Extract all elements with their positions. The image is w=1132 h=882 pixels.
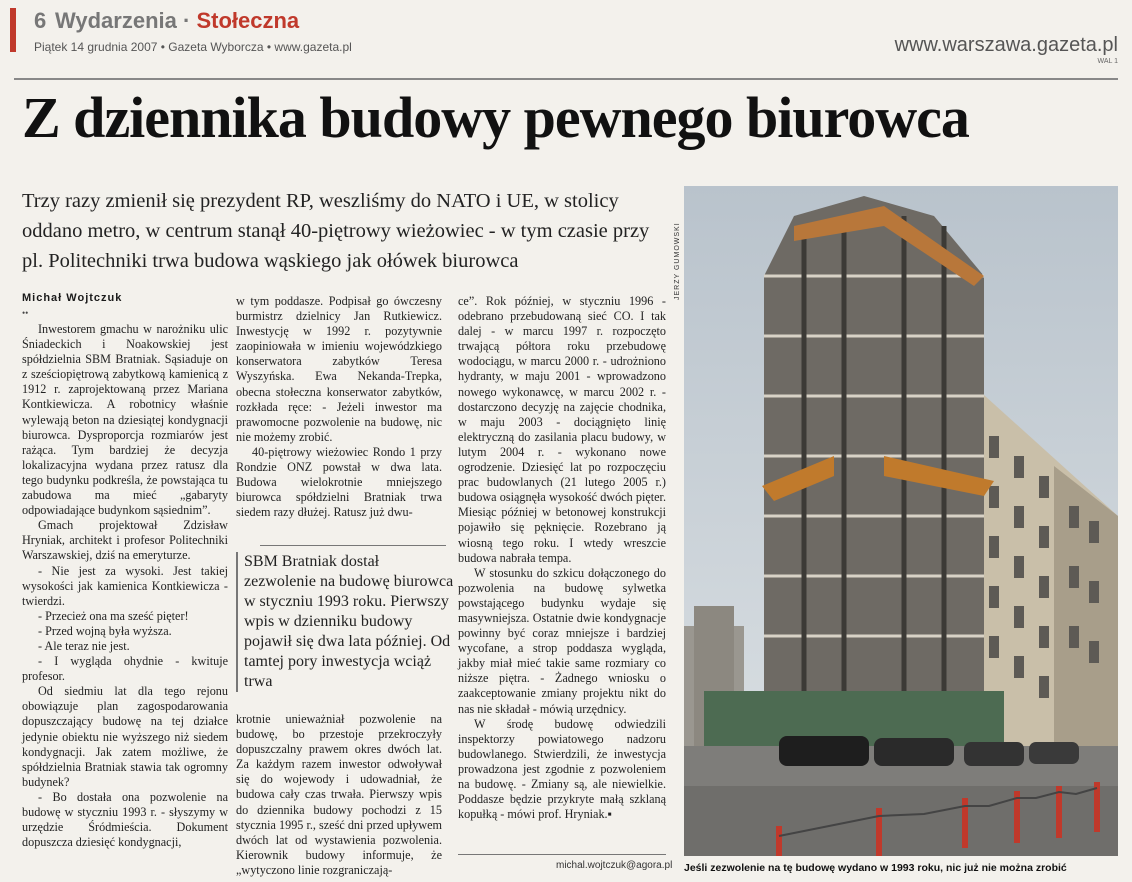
pull-quote: SBM Bratniak dostał zezwolenie na budowę biurowca w styczniu 1993 roku. Pierwszy wpis w dzienniku budowy pojawił się dwa lata później. Od tamtej pory inwestycja wciąż trwa — [236, 552, 454, 692]
byline-dots: •• — [22, 308, 29, 318]
paragraph: - Nie jest za wysoki. Jest takiej wysokości jak kamienica Kontkiewicza - twierdzi. — [22, 563, 228, 608]
article-column-2 — [236, 294, 442, 520]
paragraph: - Przed wojną była wyższa. — [38, 623, 172, 638]
section-separator: · — [182, 8, 191, 33]
site-url[interactable]: www.warszawa.gazeta.pl — [894, 34, 1118, 56]
article-column-3 — [458, 294, 666, 822]
date-line: Piątek 14 grudnia 2007 • Gazeta Wyborcza • www.gazeta.pl — [34, 40, 352, 54]
article-headline: Z dziennika budowy pewnego biurowca — [22, 85, 969, 150]
article-byline: Michał Wojtczuk — [22, 292, 123, 304]
author-email[interactable]: michal.wojtczuk@agora.pl — [556, 860, 673, 871]
paragraph: w tym poddasze. Podpisał go ówczesny burmistrz dzielnicy Jan Rutkiewicz. Inwestycję w 1992 r. pozytywnie zaopiniowała w imieniu wojewódzkiego konserwatora zabytków Teresa Wyszyńska. Ewa Nekanda-Trepka, obecna stołeczna konserwator zabytków, rozkłada ręce: - Jeżeli inwestor ma prawomocne pozwolenie na budowę, nic nie możemy zrobić. — [236, 294, 442, 444]
paragraph: - Bo dostała ona pozwolenie na budowę w styczniu 1993 r. - słyszymy w urzędzie Śródmieścia. Dokument dopuszcza dziesięć kondygnacji, — [22, 789, 228, 850]
photo-credit: JERZY GUMOWSKI — [674, 222, 681, 300]
paragraph: Od siedmiu lat dla tego rejonu obowiązuje plan zagospodarowania dopuszczający budowę na tej działce jedynie obiektu nie wyższego niż siedem kondygnacji. Jak zatem możliwe, że spółdzielnia Bratniak stawia tak ogromny budynek? — [22, 684, 228, 789]
building-photo — [684, 186, 1118, 856]
quote-rule — [260, 545, 446, 546]
section-color-bar — [10, 8, 16, 52]
paragraph: krotnie unieważniał pozwolenie na budowę, bo przestoje przekroczyły dopuszczalny prawem okres dwóch lat. Za każdym razem inwestor odwoływał się do wojewody i udowadniał, że budowa cały czas trwała. Pierwszy wpis do dziennika budowy pochodzi z 15 stycznia 1995 r., sześć dni przed upływem dwóch lat od wystawienia pozwolenia. Kierownik budowy informuje, że „wytyczono linie rozgraniczają- — [236, 712, 442, 877]
header-rule — [14, 78, 1118, 80]
article-lead: Trzy razy zmienił się prezydent RP, weszliśmy do NATO i UE, w stolicy oddano metro, w centrum stanął 40-piętrowy wieżowiec - w tym czasie przy pl. Politechniki trwa budowa wąskiego jak ołówek biurowca — [22, 190, 650, 272]
paragraph: - Przecież ona ma sześć pięter! — [38, 608, 189, 623]
paragraph: Gmach projektował Zdzisław Hryniak, architekt i profesor Politechniki Warszawskiej, dziś na emeryturze. — [22, 518, 228, 563]
article-column-2-continued — [236, 712, 442, 878]
section-title — [55, 8, 299, 34]
paragraph: - Ale teraz nie jest. — [38, 638, 130, 653]
page-number: 6 — [34, 8, 47, 33]
article-column-1 — [22, 322, 228, 850]
photo-caption: Jeśli zezwolenie na tę budowę wydano w 1993 roku, nic już nie można zrobić — [684, 862, 1067, 874]
paragraph: Inwestorem gmachu w narożniku ulic Śniadeckich i Noakowskiej jest spółdzielnia SBM Bratniak. Sąsiaduje on z sześciopiętrową zabytkową kamienicą z 1912 r. zaprojektowaną przez Mariana Kontkiewicza. A robotnicy właśnie wylewają beton na dziesiątej kondygnacji biurowca. Dysproporcja rozmiarów jest rażąca. Tym bardziej że decyzja lokalizacyjna wydana przez ratusz dla tego budynku podkreśla, że powstająca tu zabudowa ma mieć „gabaryty odpowiadające budynkom sąsiednim”. — [22, 322, 228, 518]
paragraph: - I wygląda ohydnie - kwituje profesor. — [22, 654, 228, 684]
edition-code: WAL 1 — [1097, 58, 1118, 65]
email-rule — [458, 854, 666, 855]
subsection-name: Stołeczna — [196, 8, 300, 33]
paragraph: W środę budowę odwiedzili inspektorzy powiatowego nadzoru budowlanego. Stwierdzili, że inwestycja prowadzona jest zgodnie z pozwoleniem na budowę. - Zmiany są, ale niewielkie. Poddasze będzie przykryte małą szklaną kopułką - mówi prof. Hryniak.▪ — [458, 716, 666, 822]
section-name: Wydarzenia — [55, 8, 177, 33]
paragraph: W stosunku do szkicu dołączonego do pozwolenia na budowę sylwetka powstającego budynku wydaje się masywniejsza. Ostatnie dwie kondygnacje powinny być coraz mniejsze i bardziej wycofane, a strop poddasza wygląda, jakby miał mieć takie same rozmiary co niższe piętra. - Żadnego wniosku o zaakceptowanie zmiany projektu nikt do nas nie składał - mówią urzędnicy. — [458, 565, 666, 716]
paragraph: 40-piętrowy wieżowiec Rondo 1 przy Rondzie ONZ powstał w dwa lata. Budowa wielokrotnie mniejszego biurowca spółdzielni Bratniak trwa siedem razy dłużej. Ratusz już dwu- — [236, 444, 442, 520]
paragraph: ce”. Rok później, w styczniu 1996 - odebrano przebudowaną sieć CO. I tak dalej - w marcu 1997 r. rozpoczęto trwającą półtora roku przebudowę wodociągu, w marcu 2000 r. - udrożniono hydranty, w maju 2001 - wprowadzono nowego wykonawcę, w marcu 2002 r. - dostarczono decyzję na zajęcie chodnika, w maju 2003 - dociągnięto linię elektryczną do zasilania placu budowy, w lutym 2004 r. - wykonano nowe ogrodzenie. Dziesięć lat po rozpoczęciu prac budowlanych (21 lutego 2005 r.) budowa osiągnęła wysokość dwóch pięter. Miesiąc później w betonowej konstrukcji pojawiło się pęknięcie. Rozebrano ją wiosną tego roku. I wtedy wreszcie budowa nabrała tempa. — [458, 294, 666, 565]
